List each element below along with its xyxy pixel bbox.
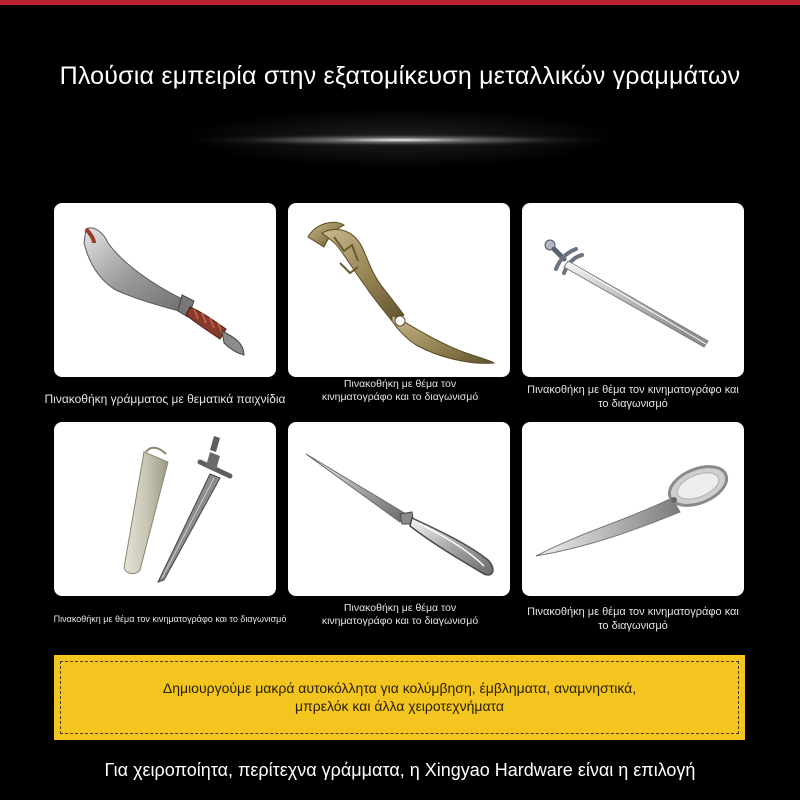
magnifier-letter-opener-icon xyxy=(522,422,744,596)
ornate-scythe-blade-icon xyxy=(288,203,510,377)
footer-slogan: Για χειροποίητα, περίτεχνα γράμματα, η Xingyao Hardware είναι η επιλογή xyxy=(104,760,696,780)
card-caption-4: Πινακοθήκη με θέμα τον κινηματογράφο και το διαγωνισμό xyxy=(53,614,287,624)
card-caption-6: Πινακοθήκη με θέμα τον κινηματογράφο και το διαγωνισμό xyxy=(527,606,739,632)
product-card-6[interactable] xyxy=(522,422,744,596)
product-card-5[interactable] xyxy=(288,422,510,596)
banner-text xyxy=(54,679,745,715)
sword-with-sheath-icon xyxy=(54,422,276,596)
product-card-4[interactable] xyxy=(54,422,276,596)
silver-sword-icon xyxy=(522,203,744,377)
card-caption-5: Πινακοθήκη με θέμα τον κινηματογράφο και το διαγωνισμό xyxy=(321,602,479,628)
top-accent-bar xyxy=(0,0,800,5)
product-card-1[interactable] xyxy=(54,203,276,377)
light-glow-divider xyxy=(200,134,600,146)
curved-blade-knife-icon xyxy=(54,203,276,377)
card-caption-2: Πινακοθήκη με θέμα τον κινηματογράφο και το διαγωνισμό xyxy=(321,378,479,404)
info-banner xyxy=(54,655,745,740)
letter-opener-icon xyxy=(288,422,510,596)
product-card-2[interactable] xyxy=(288,203,510,377)
page-title: Πλούσια εμπειρία στην εξατομίκευση μεταλλικών γραμμάτων xyxy=(59,62,741,90)
card-caption-1: Πινακοθήκη γράμματος με θεματικά παιχνίδια xyxy=(44,392,286,406)
banner-line-2: μπρελόκ και άλλα χειροτεχνήματα xyxy=(295,698,504,714)
banner-line-1: Δημιουργούμε μακρά αυτοκόλλητα για κολύμβηση, έμβληματα, αναμνηστικά, xyxy=(162,680,637,696)
product-card-3[interactable] xyxy=(522,203,744,377)
card-caption-3: Πινακοθήκη με θέμα τον κινηματογράφο και το διαγωνισμό xyxy=(527,384,739,410)
